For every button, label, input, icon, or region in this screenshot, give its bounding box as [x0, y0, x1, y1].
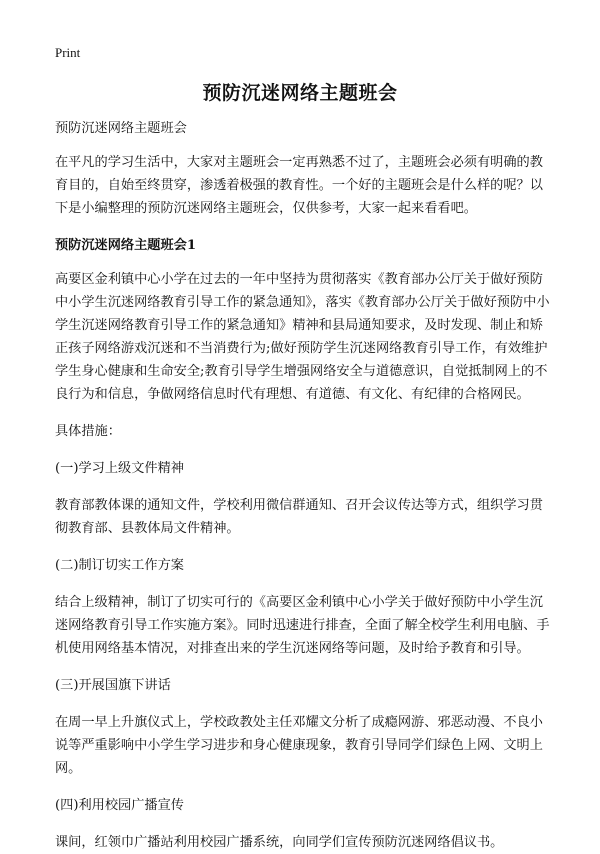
page-title: 预防沉迷网络主题班会: [202, 82, 398, 104]
item-paragraph: 在周一早上升旗仪式上，学校政教处主任邓耀文分析了成瘾网游、邪恶动漫、不良小说等严重影响中小学生学习进步和身心健康现象，教育引导同学们绿色上网、文明上网。: [55, 715, 543, 776]
item-paragraph: 课间，红领巾广播站利用校园广播系统，向同学们宣传预防沉迷网络倡议书。: [55, 835, 504, 850]
item-heading: (四)利用校园广播宣传: [55, 798, 184, 813]
item-paragraph: 教育部教体课的通知文件，学校利用微信群通知、召开会议传达等方式，组织学习贯彻教育部、县教体局文件精神。: [55, 498, 543, 536]
article-subtitle: 预防沉迷网络主题班会: [55, 121, 187, 136]
item-heading: (二)制订切实工作方案: [55, 558, 184, 573]
item-heading: (三)开展国旗下讲话: [55, 678, 171, 693]
intro-paragraph: 在平凡的学习生活中，大家对主题班会一定再熟悉不过了，主题班会必须有明确的教育目的，自始至终贯穿，渗透着极强的教育性。一个好的主题班会是什么样的呢？以下是小编整理的预防沉迷网络主题班会，仅供参考，大家一起来看看吧。: [55, 155, 543, 216]
measures-label: 具体措施：: [55, 424, 121, 439]
section-heading: 预防沉迷网络主题班会1: [55, 238, 197, 253]
article-body: [55, 117, 555, 854]
section-paragraph: 高要区金利镇中心小学在过去的一年中坚持为贯彻落实《教育部办公厅关于做好预防中小学生沉迷网络教育引导工作的紧急通知》，落实《教育部办公厅关于做好预防中小学生沉迷网络教育引导工作的紧急通知》精神和县局通知要求，及时发现、制止和矫正孩子网络游戏沉迷和不当消费行为;做好预防学生沉迷网络教育引导工作，有效维护学生身心健康和生命安全;教育引导学生增强网络安全与道德意识，自觉抵制网上的不良行为和信息，争做网络信息时代有理想、有道德、有文化、有纪律的合格网民。: [55, 272, 550, 402]
item-heading: (一)学习上级文件精神: [55, 461, 184, 476]
item-paragraph: 结合上级精神，制订了切实可行的《高要区金利镇中心小学关于做好预防中小学生沉迷网络教育引导工作实施方案》。同时迅速进行排查，全面了解全校学生利用电脑、手机使用网络基本情况，对排查出来的学生沉迷网络等问题，及时给予教育和引导。: [55, 595, 550, 656]
print-link[interactable]: Print: [55, 45, 81, 60]
